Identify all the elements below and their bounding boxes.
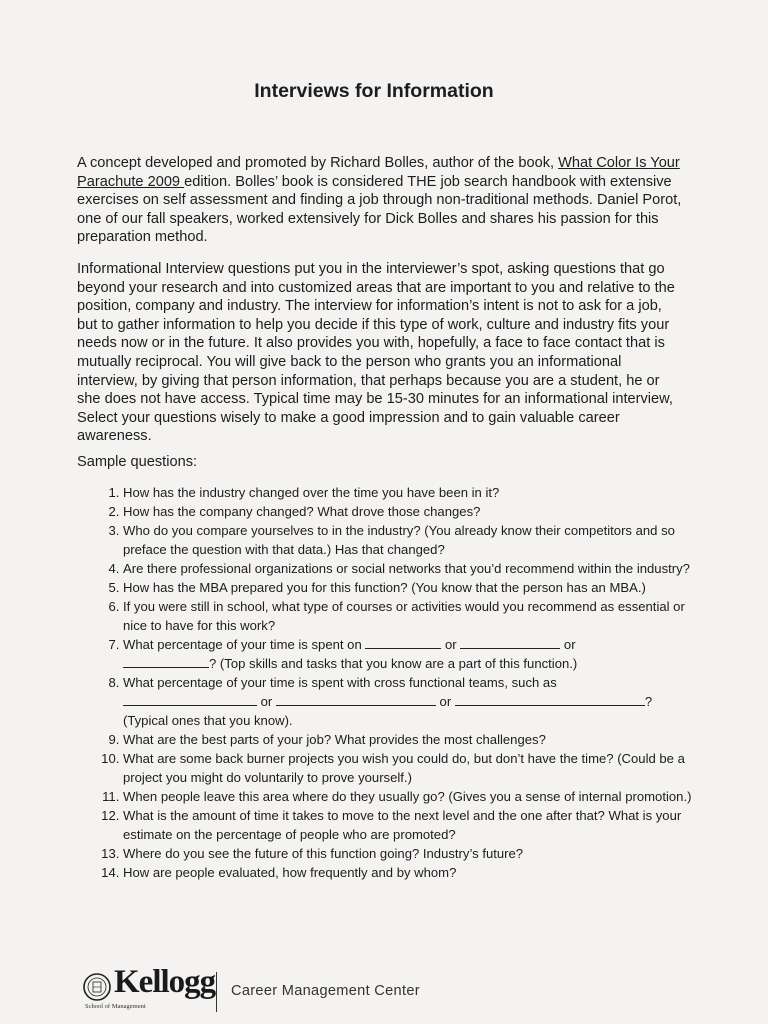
q8-or: or (257, 694, 276, 709)
blank-line (365, 636, 441, 649)
q8-text-end: (Typical ones that you know). (123, 713, 293, 728)
blank-line (455, 693, 645, 706)
intro-text: A concept developed and promoted by Richard Bolles, author of the book, (77, 155, 559, 171)
sample-questions-heading: Sample questions: (77, 454, 198, 470)
q7-or: or (560, 637, 576, 652)
list-item (123, 635, 703, 673)
list-item (123, 673, 703, 730)
page-title: Interviews for Information (254, 80, 494, 102)
q7-text-end: ? (Top skills and tasks that you know are a part of this function.) (209, 656, 578, 671)
list-item: 2. How has the company changed? What drove those changes? (123, 502, 703, 521)
list-item: 14. How are people evaluated, how frequently and by whom? (123, 863, 703, 882)
divider (216, 972, 217, 1012)
list-item: 12. What is the amount of time it takes to move to the next level and the one after that? What is your estimate on the percentage of people who are promoted? (123, 806, 703, 844)
blank-line (276, 693, 436, 706)
book-title: What Color Is Your Parachute 2009 (77, 155, 680, 190)
blank-line (123, 655, 209, 668)
blank-line (123, 693, 257, 706)
q8-or: or (435, 694, 455, 709)
list-item: 11. When people leave this area where do they usually go? (Gives you a sense of internal promotion.) (123, 787, 703, 806)
intro-paragraph (77, 154, 685, 247)
list-item: 1. How has the industry changed over the time you have been in it? (123, 483, 703, 502)
question-list (96, 483, 703, 882)
list-item: 10. What are some back burner projects you wish you could do, but don’t have the time? (Could be a project you might do voluntarily to prove yourself.) (123, 749, 703, 787)
list-item: 3. Who do you compare yourselves to in the industry? (You already know their competitors and so preface the question with that data.) Has that changed? (123, 521, 703, 559)
blank-line (460, 636, 560, 649)
footer-logo (82, 966, 482, 1016)
intro-text-rest: edition. Bolles’ book is considered THE job search handbook with extensive exercises on self assessment and finding a job through non-traditional methods. Daniel Porot, one of our fall speakers, worked extensively for Dick Bolles and shares his passion for this preparation method. (77, 173, 682, 246)
list-item: 4. Are there professional organizations or social networks that you’d recommend within the industry? (123, 559, 703, 578)
department-name: Career Management Center (231, 983, 420, 999)
q8-text: What percentage of your time is spent with cross functional teams, such as (123, 675, 557, 690)
body-paragraph: Informational Interview questions put you in the interviewer’s spot, asking questions that go beyond your research and into customized areas that are important to you and relative to the position, company and industry. The interview for information’s intent is not to ask for a job, but to gather information to help you decide if this type of work, culture and industry fits your needs now or in the future. It also provides you with, hopefully, a face to face contact that is mutually reciprocal. You will give back to the person who grants you an informational interview, by giving that person information, that perhaps because you are a student, he or she does not have access. Typical time may be 15-30 minutes for an informational interview, Select your questions wisely to make a good impression and to gain valuable career awareness. (77, 261, 675, 445)
q8-q: ? (644, 694, 653, 709)
q7-text: What percentage of your time is spent on (123, 637, 366, 652)
school-name: School of Management (85, 1003, 146, 1010)
crest-icon (82, 972, 112, 1002)
list-item: 6. If you were still in school, what type of courses or activities would you recommend as essential or nice to have for this work? (123, 597, 703, 635)
brand-name: Kellogg (114, 964, 216, 1000)
list-item: 13. Where do you see the future of this function going? Industry’s future? (123, 844, 703, 863)
list-item: 9. What are the best parts of your job? What provides the most challenges? (123, 730, 703, 749)
q7-or: or (441, 637, 461, 652)
list-item: 5. How has the MBA prepared you for this function? (You know that the person has an MBA.) (123, 578, 703, 597)
